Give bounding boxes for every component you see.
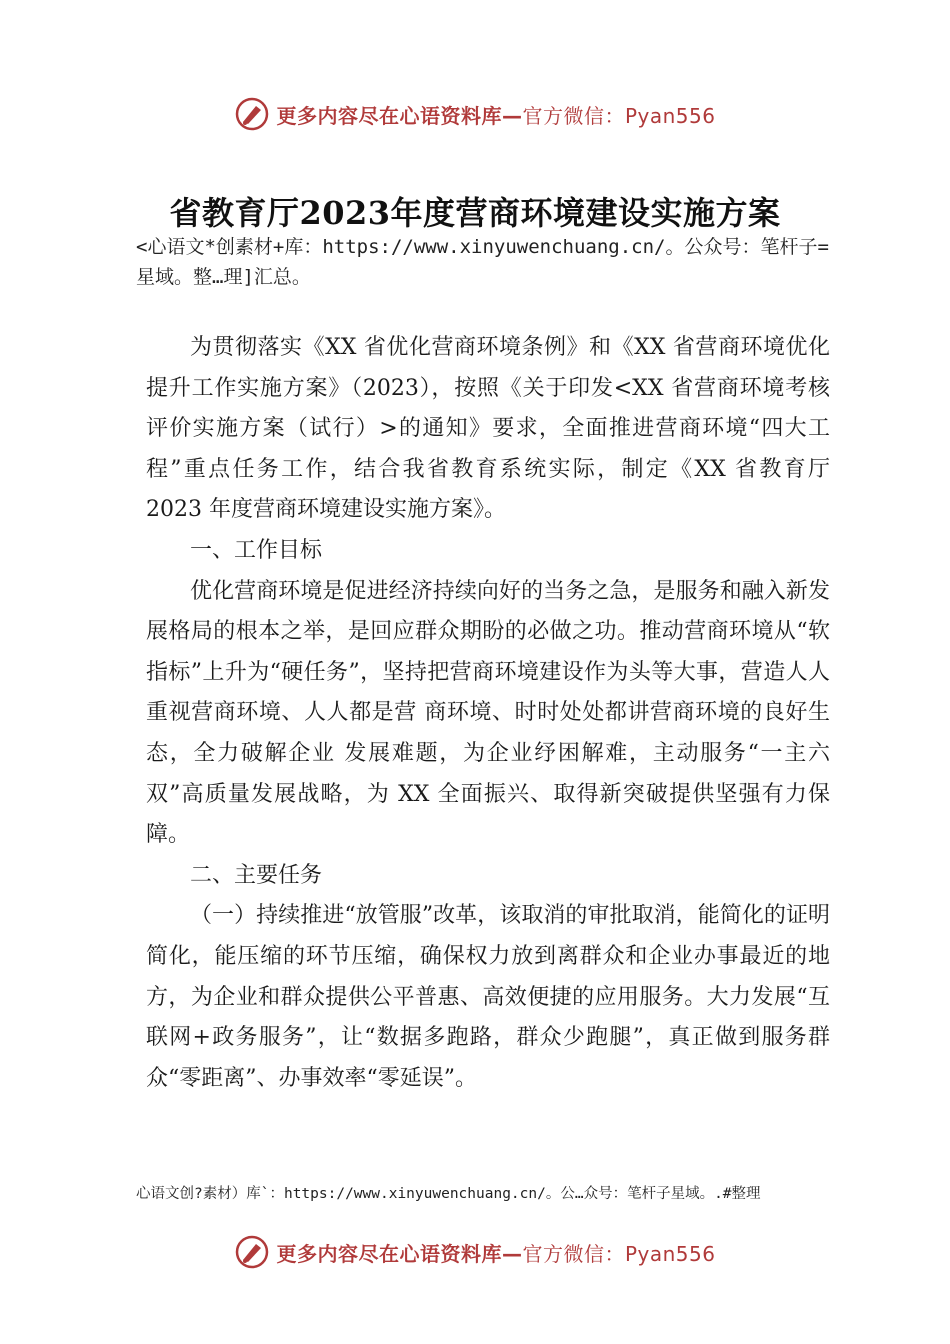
section-heading-tasks: 二、主要任务: [190, 862, 323, 888]
section-heading-goals: 一、工作目标: [190, 537, 323, 563]
paragraph-task-1: （一）持续推进“放管服”改革，该取消的审批取消，能简化的证明简化，能压缩的环节压缩，确保权力放到离群众和企业办事最近的地方，为企业和群众提供公平普惠、高效便捷的应用服务。大力发展“互联网+政务服务”，让“数据多跑路，群众少跑腿”，真正做到服务群众“零距离”、办事效率“零延误”。: [146, 903, 830, 1091]
top-banner: [0, 92, 950, 136]
banner-text: 更多内容尽在心语资料库—官方微信：Pyan556: [276, 1241, 716, 1266]
document-body: [146, 328, 830, 1099]
paragraph-intro: 为贯彻落实《XX 省优化营商环境条例》和《XX 省营商环境优化提升工作实施方案》（2023），按照《关于印发<XX 省营商环境考核评价实施方案（试行）>的通知》要求，全面推进营商环境“四大工程”重点任务工作，结合我省教育系统实际，制定《XX 省教育厅 2023 年度营商环境建设实施方案》。: [146, 335, 830, 523]
pen-nib-seal-icon: [234, 96, 270, 132]
pen-nib-seal-icon: [234, 1234, 270, 1270]
banner-text: 更多内容尽在心语资料库—官方微信：Pyan556: [276, 103, 716, 128]
bottom-banner: [0, 1230, 950, 1274]
paragraph-goals: 优化营商环境是促进经济持续向好的当务之急，是服务和融入新发展格局的根本之举，是回应群众期盼的必做之功。推动营商环境从“软指标”上升为“硬任务”，坚持把营商环境建设作为头等大事，营造人人重视营商环境、人人都是营 商环境、时时处处都讲营商环境的良好生态，全力破解企业 发展难题，为企业纾困解难，主动服务“一主六双”高质量发展战略，为 XX 全面振兴、取得新突破提供坚强有力保障。: [146, 578, 830, 848]
footer-note: 心语文创?素材）库`：https://www.xinyuwenchuang.cn/。公…众号：笔杆子星域。.#整理: [136, 1186, 761, 1202]
source-line: <心语文*创素材+库：https://www.xinyuwenchuang.cn/。公众号：笔杆子=星域。整…理]汇总。: [136, 236, 829, 288]
document-title: 省教育厅2023年度营商环境建设实施方案: [169, 194, 781, 232]
